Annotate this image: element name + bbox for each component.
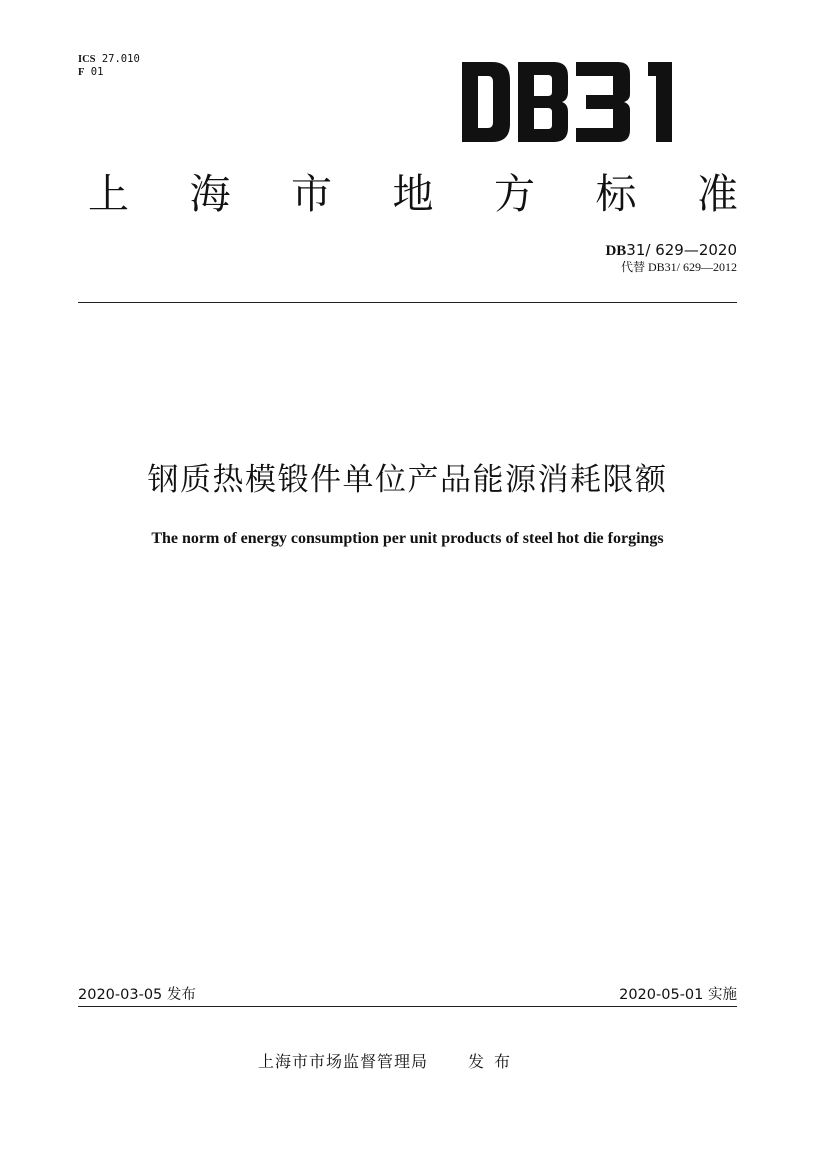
ics-line	[78, 53, 140, 66]
standard-type-char: 方	[494, 170, 535, 218]
replaces-note: 代替 DB31/ 629—2012	[620, 260, 737, 274]
standard-type-char: 市	[291, 170, 332, 218]
document-title-en: The norm of energy consumption per unit products of steel hot die forgings	[151, 530, 664, 547]
ics-label: ICS	[78, 54, 96, 65]
issuer-org: 上海市市场监督管理局	[258, 1052, 429, 1071]
classification-codes	[78, 53, 140, 79]
ccs-label: F	[78, 67, 85, 78]
issuer-action: 发布	[468, 1052, 521, 1071]
ics-code: 27.010	[101, 53, 140, 65]
header-divider	[78, 302, 737, 303]
standard-code-number: 31/ 629—2020	[626, 241, 737, 259]
issue-date: 2020-03-05 发布	[78, 987, 196, 1003]
standard-type-char: 海	[189, 170, 231, 218]
issuer	[258, 1049, 520, 1072]
standard-type-char: 上	[88, 170, 129, 218]
standard-type-char: 标	[595, 170, 637, 218]
document-title-zh: 钢质热模锻件单位产品能源消耗限额	[147, 462, 668, 498]
standard-type	[88, 166, 738, 222]
footer-divider	[78, 1006, 737, 1007]
standard-number	[605, 241, 737, 274]
db31-logo	[462, 62, 688, 142]
standard-type-char: 地	[392, 170, 434, 218]
standard-code-prefix: DB	[605, 243, 627, 259]
standard-code	[605, 241, 737, 260]
standard-type-char: 准	[697, 170, 738, 218]
ccs-code: 01	[90, 66, 104, 78]
implementation-date: 2020-05-01 实施	[619, 987, 737, 1003]
ccs-line	[78, 66, 140, 79]
